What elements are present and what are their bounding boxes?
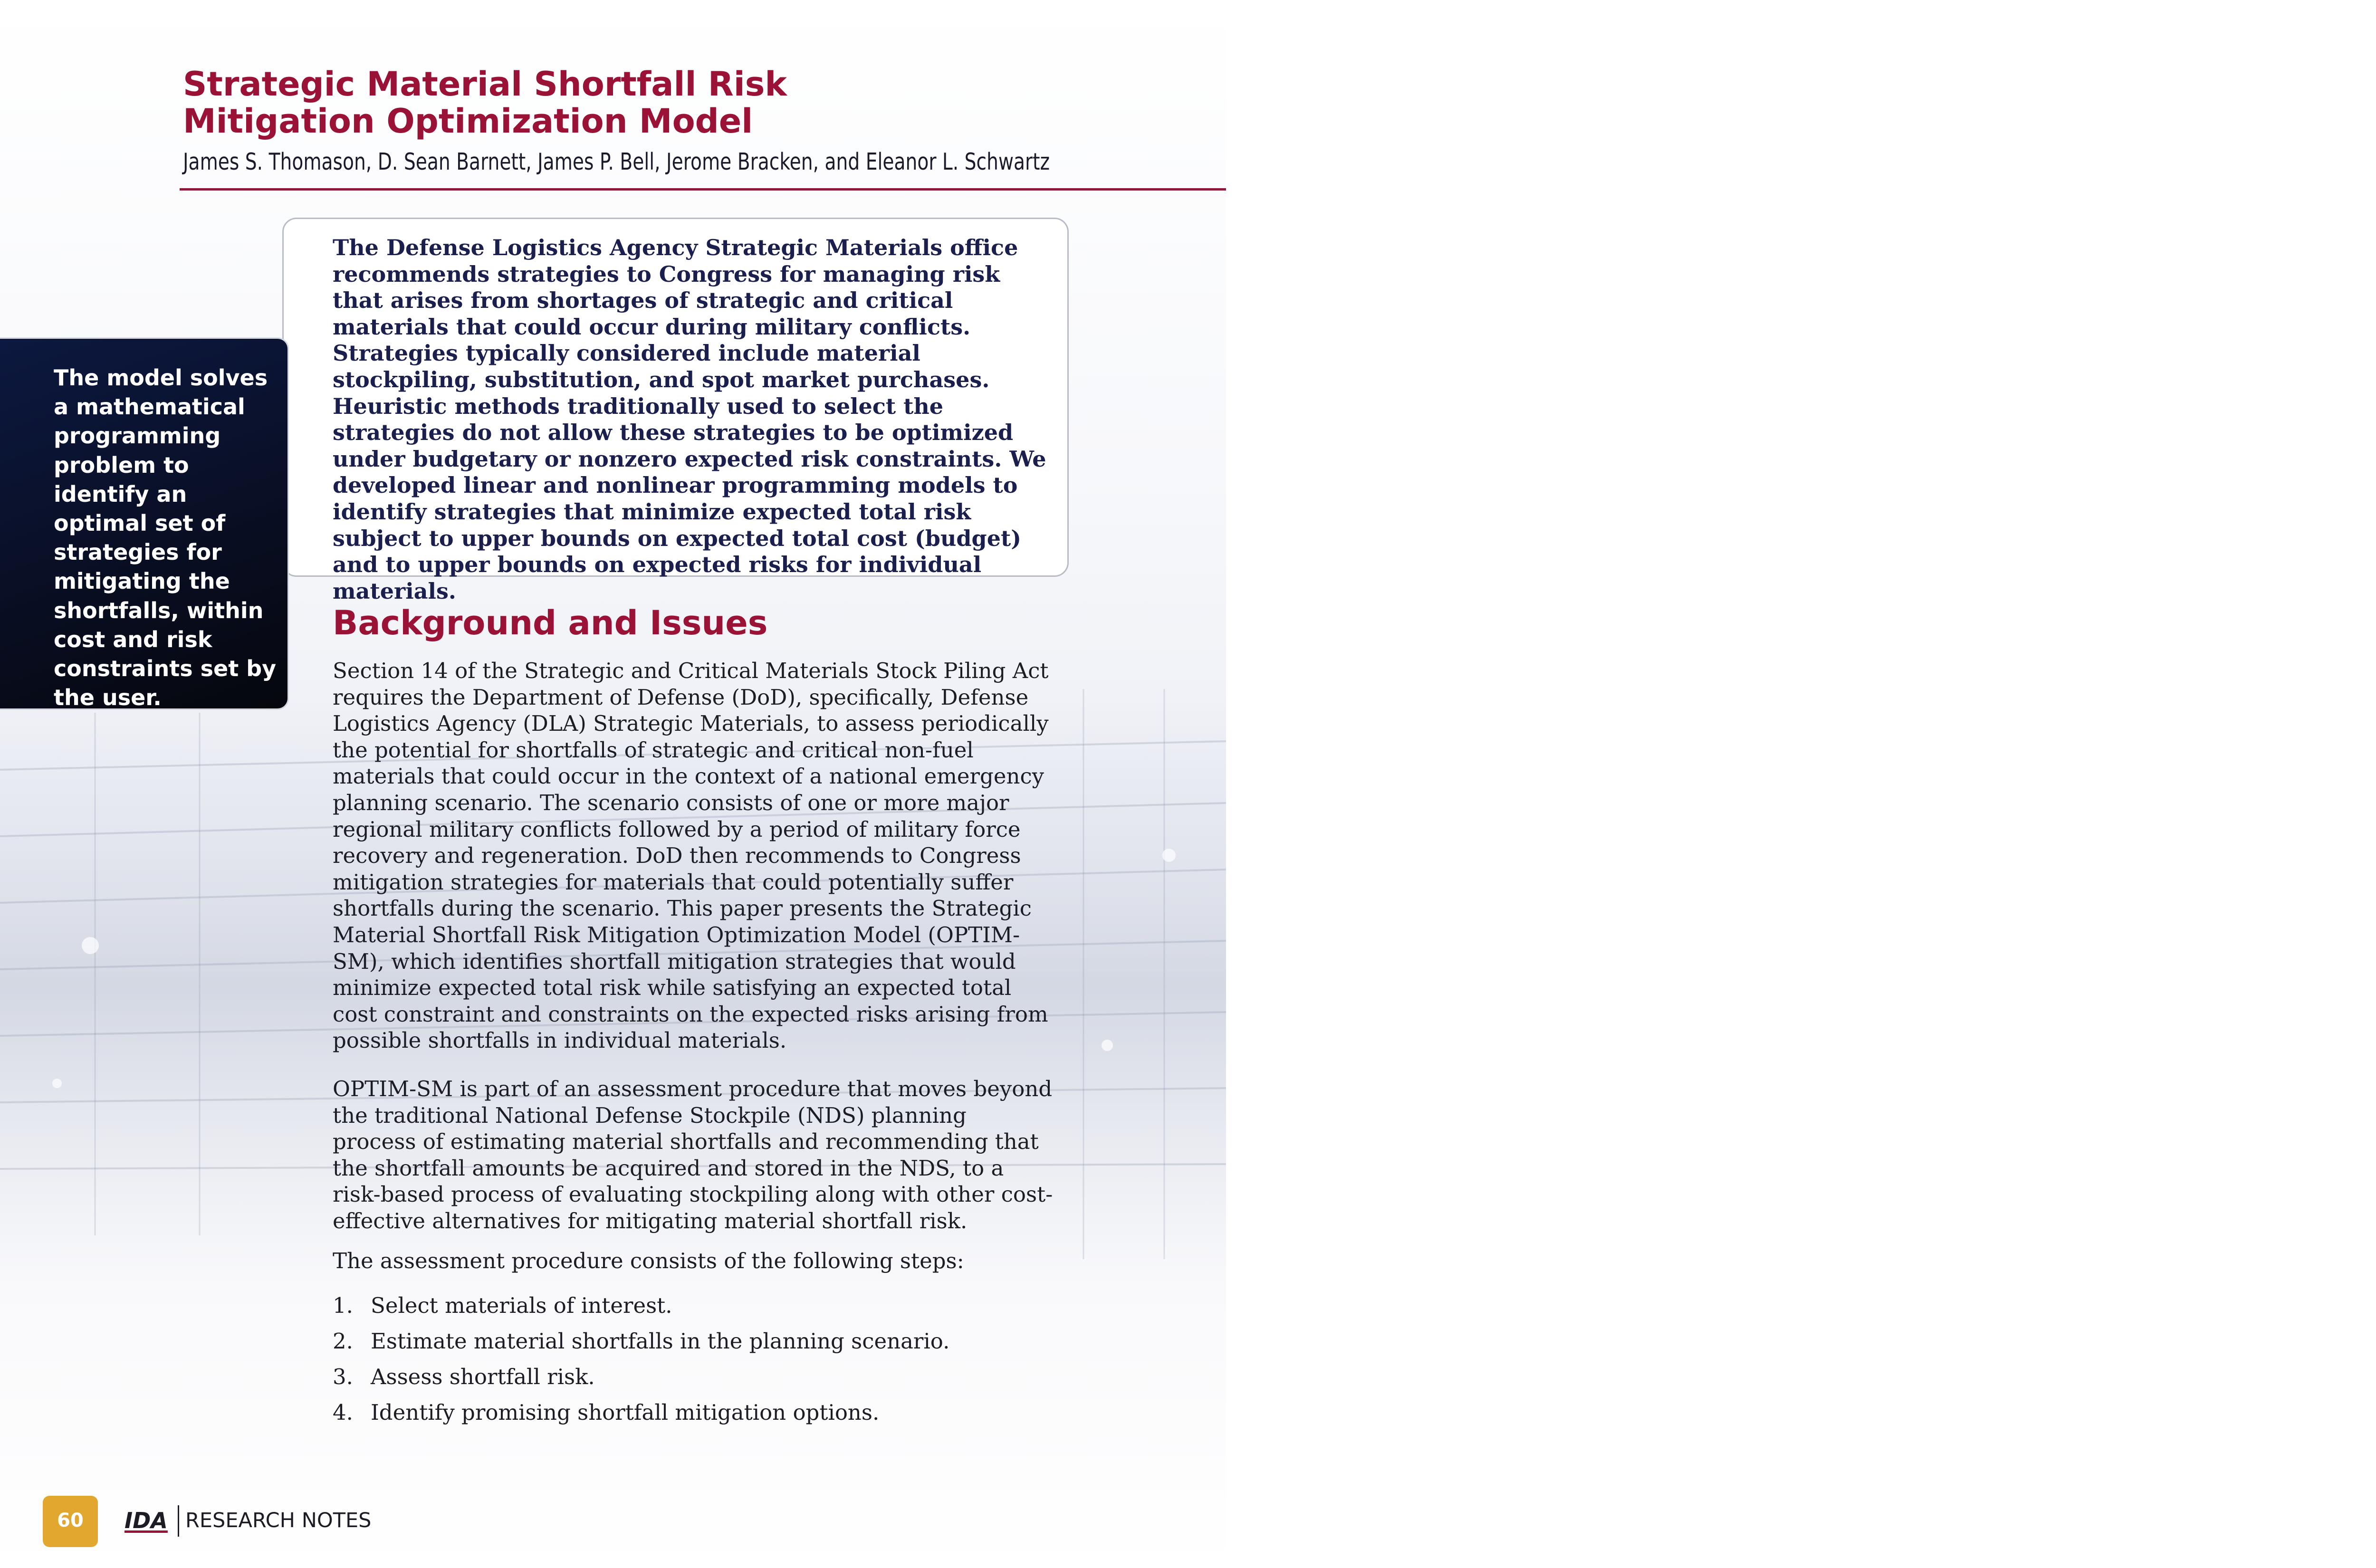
step-text: Estimate material shortfalls in the planning scenario. — [371, 1329, 950, 1354]
list-item — [333, 1399, 949, 1435]
footer-divider — [178, 1505, 179, 1537]
list-item — [333, 1328, 949, 1364]
sidebar-callout-text: The model solves a mathematical programming problem to identify an optimal set of strategies for mitigating the shortfalls, within cost and risk constraints set by the user. — [54, 365, 277, 711]
body-paragraph-3: The assessment procedure consists of the following steps: — [333, 1248, 964, 1273]
step-text: Select materials of interest. — [371, 1293, 672, 1318]
title-line-2: Mitigation Optimization Model — [183, 102, 753, 141]
step-text: Assess shortfall risk. — [371, 1364, 595, 1389]
step-number: 4. — [333, 1400, 353, 1425]
page-number-badge: 60 — [43, 1496, 98, 1547]
body-paragraph-1: Section 14 of the Strategic and Critical Materials Stock Piling Act requires the Department of Defense (DoD), specifically, Defense Logistics Agency (DLA) Strategic Materials, to assess periodically the potential for shortfalls of strategic and critical non-fuel materials that could occur in the context of a national emergency planning scenario. The scenario consists of one or more major regional military conflicts followed by a period of military force recovery and regeneration. DoD then recommends to Congress mitigation strategies for materials that could potentially suffer shortfalls during the scenario. This paper presents the Strategic Material Shortfall Risk Mitigation Optimization Model (OPTIM-SM), which identifies shortfall mitigation strategies that would minimize expected total risk while satisfying an expected total cost constraint and constraints on the expected risks arising from possible shortfalls in individual materials. — [333, 658, 1049, 1053]
steps-list — [333, 1292, 949, 1435]
abstract-text: The Defense Logistics Agency Strategic Materials office recommends strategies to Congress for managing risk that arises from shortages of strategic and critical materials that could occur during military conflicts. Strategies typically considered include material stockpiling, substitution, and spot market purchases. Heuristic methods traditionally used to select the strategies do not allow these strategies to be optimized under budgetary or nonzero expected risk constraints. We developed linear and nonlinear programming models to identify strategies that minimize expected total risk subject to upper bounds on expected total cost (budget) and to upper bounds on expected risks for individual materials. — [333, 235, 1046, 604]
step-number: 3. — [333, 1364, 353, 1389]
ida-logo: IDA — [125, 1508, 168, 1533]
step-text: Identify promising shortfall mitigation options. — [371, 1400, 880, 1425]
title-divider — [180, 188, 1226, 191]
article-title — [183, 66, 787, 140]
author-list: James S. Thomason, D. Sean Barnett, James P. Bell, Jerome Bracken, and Eleanor L. Schwartz — [183, 148, 1050, 175]
publication-name: RESEARCH NOTES — [185, 1509, 372, 1532]
body-paragraph-2: OPTIM-SM is part of an assessment procedure that moves beyond the traditional National Defense Stockpile (NDS) planning process of estimating material shortfalls and recommending that the shortfall amounts be acquired and stored in the NDS, to a risk-based process of evaluating stockpiling along with other cost-effective alternatives for mitigating material shortfall risk. — [333, 1076, 1053, 1233]
list-item — [333, 1292, 949, 1328]
list-item — [333, 1364, 949, 1399]
title-line-1: Strategic Material Shortfall Risk — [183, 65, 787, 104]
section-heading: Background and Issues — [333, 603, 768, 642]
step-number: 1. — [333, 1293, 353, 1318]
step-number: 2. — [333, 1329, 353, 1354]
